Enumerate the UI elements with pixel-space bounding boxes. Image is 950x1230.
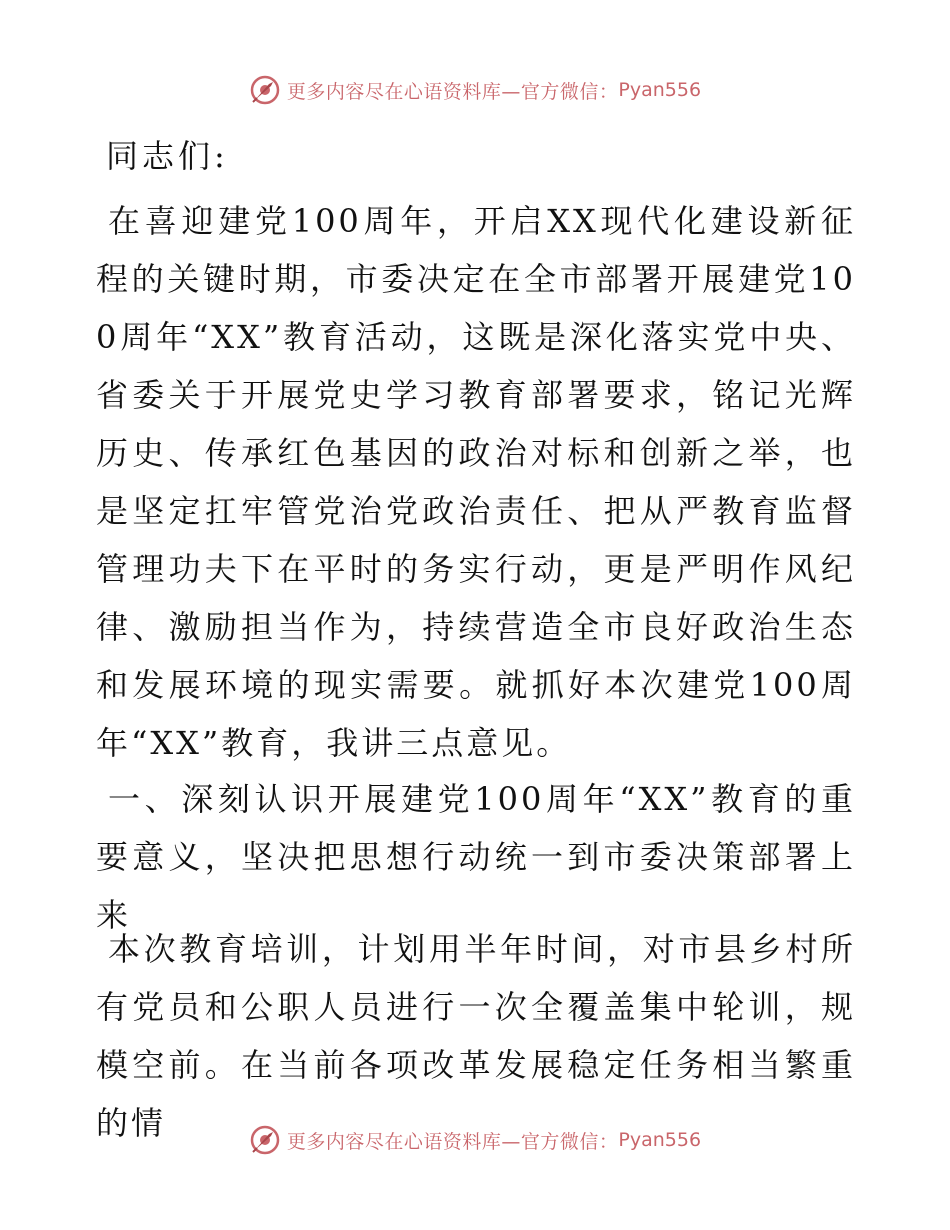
footer-watermark — [0, 1123, 950, 1157]
watermark-wechat-id: Pyan556 — [618, 79, 702, 101]
salutation: 同志们: — [106, 137, 229, 175]
section-1-paragraph: 本次教育培训，计划用半年时间，对市县乡村所有党员和公职人员进行一次全覆盖集中轮训，规模空前。在当前各项改革发展稳定任务相当繁重的情 — [96, 930, 856, 1142]
watermark-text: 更多内容尽在心语资料库—官方微信： — [286, 1130, 619, 1153]
section-heading-1: 一、深刻认识开展建党100周年“XX”教育的重要意义，坚决把思想行动统一到市委决策部署上来 — [96, 780, 856, 934]
header-watermark — [0, 73, 950, 107]
opening-paragraph: 在喜迎建党100周年，开启XX现代化建设新征程的关键时期，市委决定在全市部署开展建党100周年“XX”教育活动，这既是深化落实党中央、省委关于开展党史学习教育部署要求，铭记光辉历史、传承红色基因的政治对标和创新之举，也是坚定扛牢管党治党政治责任、把从严教育监督管理功夫下在平时的务实行动，更是严明作风纪律、激励担当作为，持续营造全市良好政治生态和发展环境的现实需要。就抓好本次建党100周年“XX”教育，我讲三点意见。 — [96, 202, 856, 762]
watermark-text: 更多内容尽在心语资料库—官方微信： — [286, 80, 619, 103]
watermark-wechat-id: Pyan556 — [618, 1129, 702, 1151]
pen-logo-icon — [249, 1124, 281, 1156]
pen-logo-icon — [249, 74, 281, 106]
